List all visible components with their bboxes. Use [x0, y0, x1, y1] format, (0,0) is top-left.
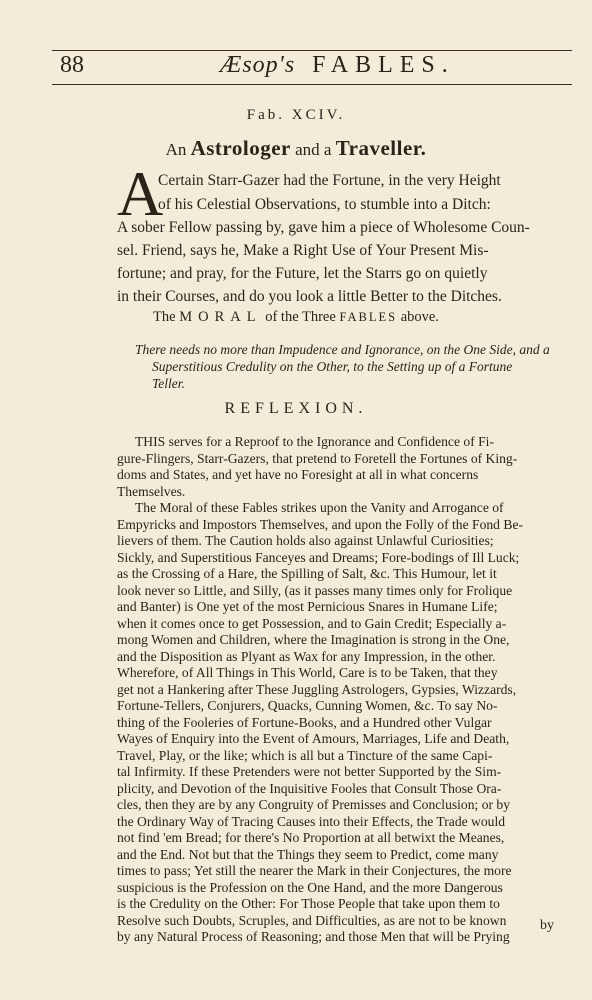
fable-line: sel. Friend, says he, Make a Right Use of Your Present Mis-: [117, 242, 489, 259]
fable-title-traveller: Traveller.: [335, 136, 427, 160]
running-title-word: FABLES.: [312, 52, 455, 78]
reflexion-line: Sickly, and Superstitious Fanceyes and Dreams; Fore-bodings of Ill Luck;: [117, 549, 520, 565]
reflexion-line: not find 'em Bread; for there's No Proportion at all betwixt the Meanes,: [117, 830, 505, 845]
header-rule-top: [52, 50, 572, 51]
reflexion-line: suspicious is the Profession on the One Hand, and the more Dangerous: [117, 879, 503, 895]
reflexion-line: the Ordinary Way of Tracing Causes into their Effects, the Trade would: [117, 813, 506, 829]
reflexion-line: Themselves.: [117, 483, 186, 499]
moral-heading-the: The: [153, 309, 176, 325]
reflexion-line: as the Crossing of a Hare, the Spilling of Salt, &c. This Humour, let it: [117, 566, 497, 581]
fable-line: fortune; and pray, for the Future, let the Starrs go on quietly: [117, 265, 488, 282]
moral-line: Teller.: [152, 376, 185, 391]
moral-heading: [0, 309, 592, 326]
fable-line: of his Celestial Observations, to stumble into a Ditch:: [158, 196, 491, 213]
reflexion-line: and the Disposition as Plyant as Wax for any Impression, in the other.: [117, 648, 496, 664]
fable-line: in their Courses, and do you look a little Better to the Ditches.: [117, 288, 502, 305]
reflexion-line: Wherefore, of All Things in This World, Care is to be Taken, that they: [117, 665, 498, 680]
running-title: [220, 52, 455, 79]
reflexion-line: times to pass; Yet still the nearer the Mark in their Conjectures, the more: [117, 863, 512, 878]
fable-number: Fab. XCIV.: [246, 107, 346, 123]
reflexion-line: Resolve such Doubts, Scruples, and Difficulties, as are not to be known: [117, 912, 507, 928]
fable-line: A sober Fellow passing by, gave him a piece of Wholesome Coun-: [117, 219, 530, 236]
moral-heading-word: MORAL: [179, 309, 262, 325]
moral-heading-fables: FABLES: [339, 310, 398, 324]
fable-title-astrologer: Astrologer: [190, 136, 291, 160]
fable-line: Certain Starr-Gazer had the Fortune, in the very Height: [158, 172, 501, 189]
reflexion-line: is the Credulity on the Other: For Those People that take upon them to: [117, 896, 500, 911]
reflexion-line: mong Women and Children, where the Imagination is strong in the One,: [117, 632, 510, 647]
reflexion-line: get not a Hankering after These Juggling Astrologers, Gypsies, Wizzards,: [117, 681, 517, 697]
fable-title-and: and a: [295, 140, 332, 159]
reflexion-line: THIS serves for a Reproof to the Ignorance and Confidence of Fi-: [135, 434, 494, 449]
reflexion-heading: REFLEXION.: [224, 400, 368, 417]
catchword: by: [540, 918, 554, 933]
fable-title-an: An: [165, 140, 187, 159]
header-rule-bottom: [52, 84, 572, 85]
reflexion-line: Fortune-Tellers, Conjurers, Quacks, Cunning Women, &c. To say No-: [117, 698, 498, 713]
reflexion-line: Wayes of Enquiry into the Event of Amours, Marriages, Life and Death,: [117, 731, 510, 746]
moral-line: Superstitious Credulity on the Other, to the Setting up of a Fortune: [152, 359, 513, 374]
reflexion-line: look never so Little, and Silly, (as it passes many times only for Frolique: [117, 582, 513, 598]
reflexion-line: gure-Flingers, Starr-Gazers, that pretend to Foretell the Fortunes of King-: [117, 450, 518, 466]
reflexion-line: plicity, and Devotion of the Inquisitive Fooles that Consult Those Ora-: [117, 780, 502, 796]
reflexion-line: Travel, Play, or the like; which is all but a Tincture of the same Capi-: [117, 747, 493, 763]
reflexion-line: cles, then they are by any Congruity of Premisses and Conclusion; or by: [117, 797, 511, 812]
fable-title: [0, 136, 592, 161]
moral-heading-rest: of the Three: [265, 309, 336, 325]
reflexion-line: Empyricks and Impostors Themselves, and upon the Folly of the Fond Be-: [117, 516, 524, 532]
reflexion-line: by any Natural Process of Reasoning; and those Men that will be Prying: [117, 929, 510, 944]
drop-cap: A: [117, 158, 164, 229]
reflexion-line: lievers of them. The Caution holds also against Unlawful Curiosities;: [117, 533, 494, 548]
reflexion-line: thing of the Fooleries of Fortune-Books, and a Hundred other Vulgar: [117, 714, 492, 730]
reflexion-line: doms and States, and yet have no Foresight at all in what concerns: [117, 467, 479, 482]
reflexion-line: when it comes once to get Possession, and to Gain Credit; Especially a-: [117, 615, 507, 631]
reflexion-line: and the End. Not but that the Things they seem to Predict, come many: [117, 846, 499, 862]
page-number: 88: [60, 52, 84, 78]
reflexion-line: and Banter) is One yet of the most Pernicious Snares in Humane Life;: [117, 599, 498, 614]
reflexion-line: The Moral of these Fables strikes upon the Vanity and Arrogance of: [135, 500, 504, 515]
moral-heading-above: above.: [400, 309, 439, 325]
reflexion-line: tal Infirmity. If these Pretenders were not better Supported by the Sim-: [117, 764, 502, 779]
running-title-author: Æsop's: [220, 52, 296, 78]
running-header: [60, 52, 560, 82]
moral-line: There needs no more than Impudence and Ignorance, on the One Side, and a: [135, 342, 550, 357]
